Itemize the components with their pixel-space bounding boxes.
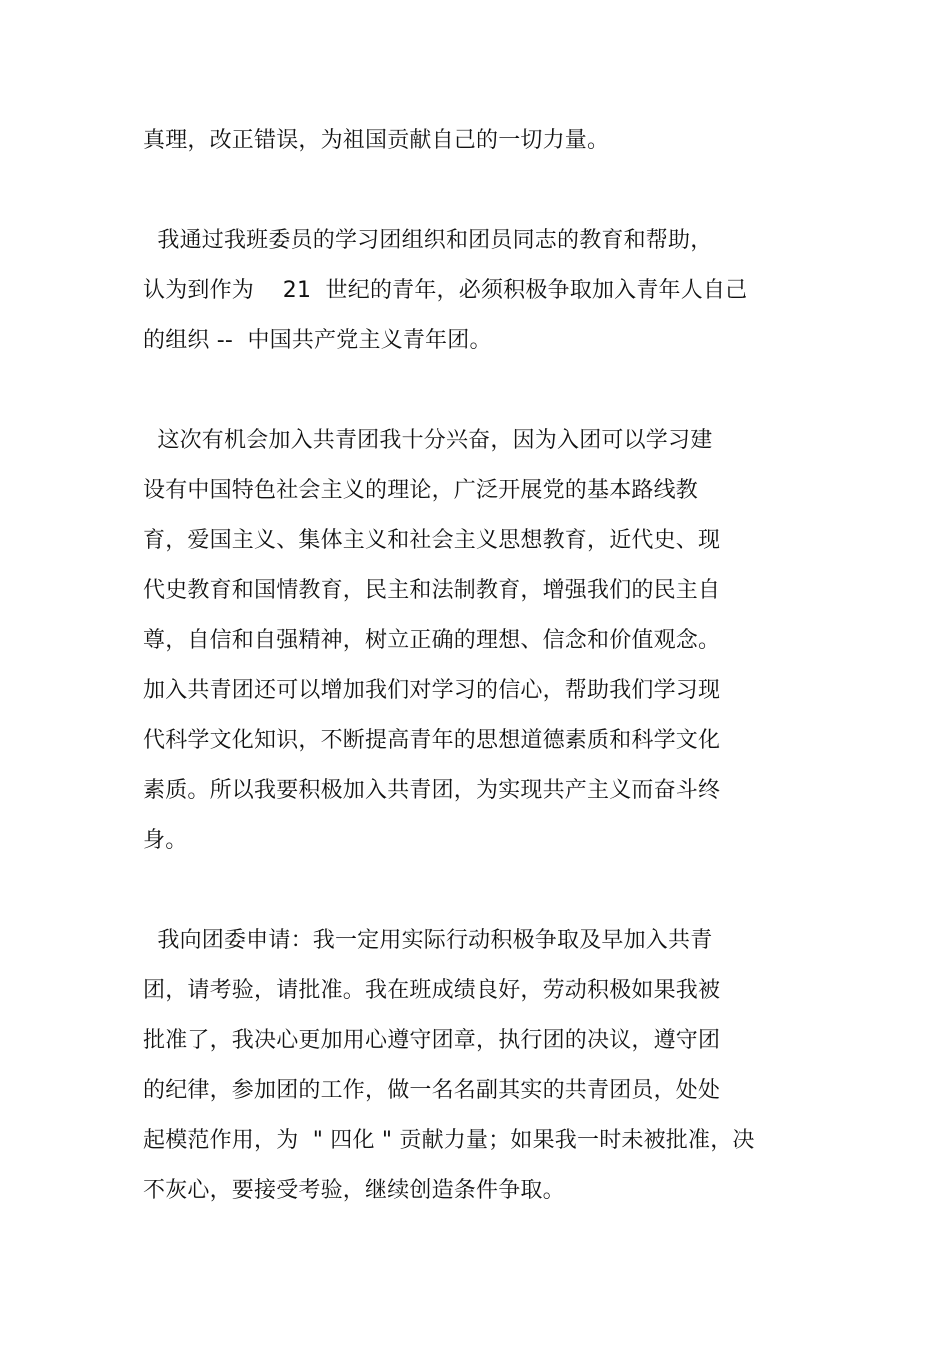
paragraph-4-line-2: 团，请考验，请批准。我在班成绩良好，劳动积极如果我被 bbox=[143, 978, 721, 1003]
paragraph-3-line-6: 加入共青团还可以增加我们对学习的信心，帮助我们学习现 bbox=[143, 678, 721, 703]
paragraph-4-line-3: 批准了，我决心更加用心遵守团章，执行团的决议，遵守团 bbox=[143, 1028, 721, 1053]
paragraph-3-line-7: 代科学文化知识，不断提高青年的思想道德素质和科学文化 bbox=[143, 728, 721, 753]
paragraph-4-line-5: 起模范作用，为 " 四化 " 贡献力量；如果我一时未被批准，决 bbox=[143, 1128, 755, 1153]
paragraph-3-line-1: 这次有机会加入共青团我十分兴奋，因为入团可以学习建 bbox=[143, 428, 713, 453]
paragraph-3-line-5: 尊，自信和自强精神，树立正确的理想、信念和价值观念。 bbox=[143, 628, 721, 653]
paragraph-4-line-1: 我向团委申请：我一定用实际行动积极争取及早加入共青 bbox=[143, 928, 713, 953]
paragraph-2-line-1: 我通过我班委员的学习团组织和团员同志的教育和帮助， bbox=[143, 228, 713, 253]
paragraph-4-line-6: 不灰心，要接受考验，继续创造条件争取。 bbox=[143, 1178, 565, 1203]
paragraph-2-line-3: 的组织 -- 中国共产党主义青年团。 bbox=[143, 328, 492, 353]
paragraph-3-line-2: 设有中国特色社会主义的理论，广泛开展党的基本路线教 bbox=[143, 478, 699, 503]
paragraph-3-line-8: 素质。所以我要积极加入共青团，为实现共产主义而奋斗终 bbox=[143, 778, 721, 803]
paragraph-1-line-1: 真理，改正错误，为祖国贡献自己的一切力量。 bbox=[143, 128, 610, 153]
paragraph-4-line-4: 的纪律，参加团的工作，做一名名副其实的共青团员，处处 bbox=[143, 1078, 721, 1103]
paragraph-3-line-3: 育，爱国主义、集体主义和社会主义思想教育，近代史、现 bbox=[143, 528, 721, 553]
paragraph-3-line-4: 代史教育和国情教育，民主和法制教育，增强我们的民主自 bbox=[143, 578, 721, 603]
paragraph-3-line-9: 身。 bbox=[143, 828, 188, 853]
paragraph-2-line-2: 认为到作为 21 世纪的青年，必须积极争取加入青年人自己 bbox=[143, 278, 748, 303]
